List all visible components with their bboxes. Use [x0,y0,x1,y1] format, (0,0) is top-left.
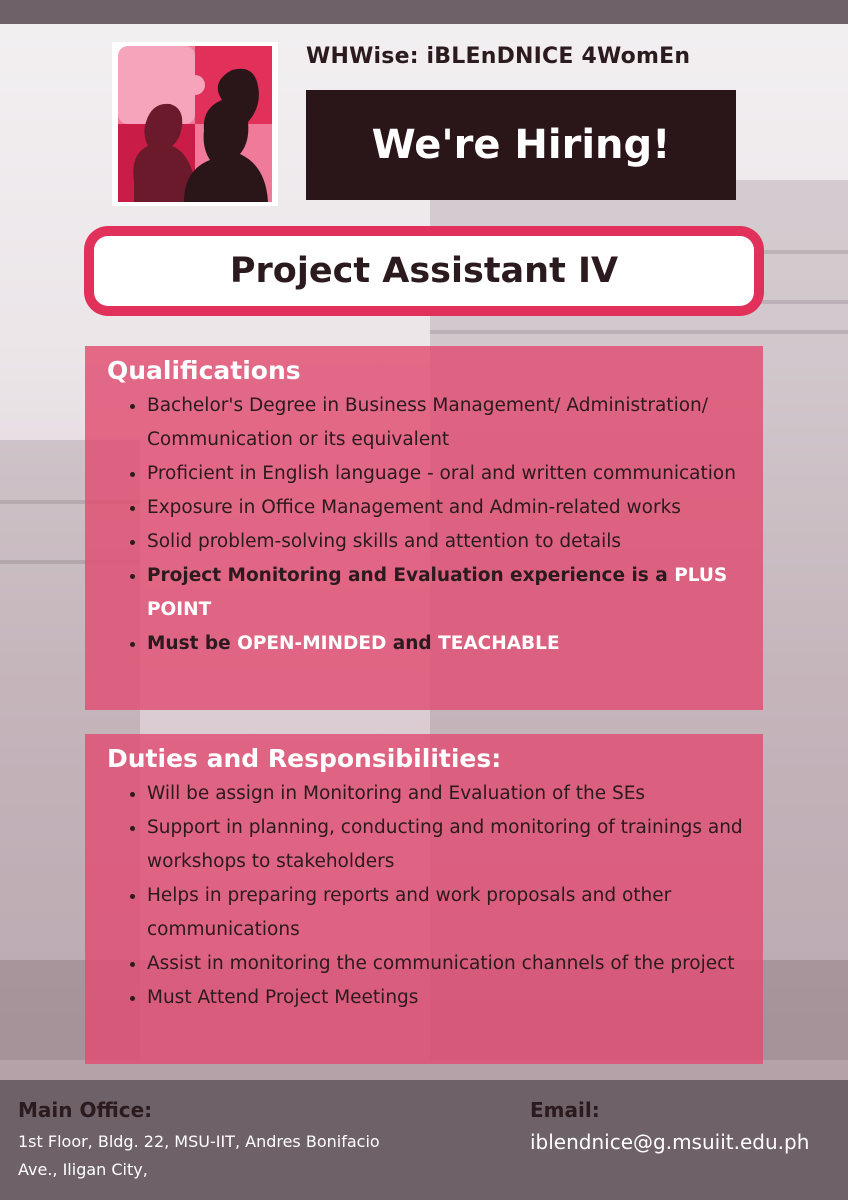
qualification-item-text: Proficient in English language - oral and written communication [147,463,736,484]
office-label: Main Office: [18,1098,153,1122]
duty-item [147,981,743,1015]
qualification-item [147,525,743,559]
duty-item-text: Assist in monitoring the communication channels of the project [147,953,735,974]
position-title: Project Assistant IV [94,236,754,306]
duty-item [147,777,743,811]
organization-logo [112,42,278,206]
duty-item-text: Support in planning, conducting and monitoring of trainings and workshops to stakeholders [147,817,743,872]
footer [0,1080,848,1200]
duty-item-text: Must Attend Project Meetings [147,987,419,1008]
qualification-item [147,457,743,491]
brand-name: WHWise: iBLEnDNICE 4WomEn [306,44,691,69]
email-address: iblendnice@g.msuiit.edu.ph [530,1130,810,1154]
qualification-item-text: Project Monitoring and Evaluation experience is a [147,565,675,586]
duties-list [107,777,743,1015]
duty-item-text: Helps in preparing reports and work proposals and other communications [147,885,672,940]
qualifications-panel [85,346,763,710]
hiring-banner: We're Hiring! [306,90,736,200]
qualification-item [147,627,743,661]
duty-item [147,811,743,879]
duty-item-text: Will be assign in Monitoring and Evaluation of the SEs [147,783,646,804]
qualification-item-text: and [386,633,439,654]
qualifications-heading: Qualifications [107,356,301,385]
qualification-item [147,491,743,525]
highlight-text: OPEN-MINDED [237,633,387,654]
highlight-text: PLUS POINT [147,565,728,620]
duties-panel [85,734,763,1064]
qualification-item-text: Bachelor's Degree in Business Management/ Administration/ Communication or its equivalent [147,395,708,450]
qualification-item [147,559,743,627]
position-title-frame [84,226,764,316]
office-address-line1: 1st Floor, Bldg. 22, MSU-IIT, Andres Bonifacio [18,1132,380,1151]
email-label: Email: [530,1098,600,1122]
top-bar [0,0,848,24]
qualification-item-text: Exposure in Office Management and Admin-related works [147,497,681,518]
duty-item [147,947,743,981]
qualification-item-text: Solid problem-solving skills and attention to details [147,531,622,552]
qualification-item-text: Must be [147,633,238,654]
duties-heading: Duties and Responsibilities: [107,744,502,773]
qualifications-list [107,389,743,661]
qualification-item [147,389,743,457]
duty-item [147,879,743,947]
highlight-text: TEACHABLE [438,633,560,654]
office-address-line2: Ave., Iligan City, [18,1160,148,1179]
